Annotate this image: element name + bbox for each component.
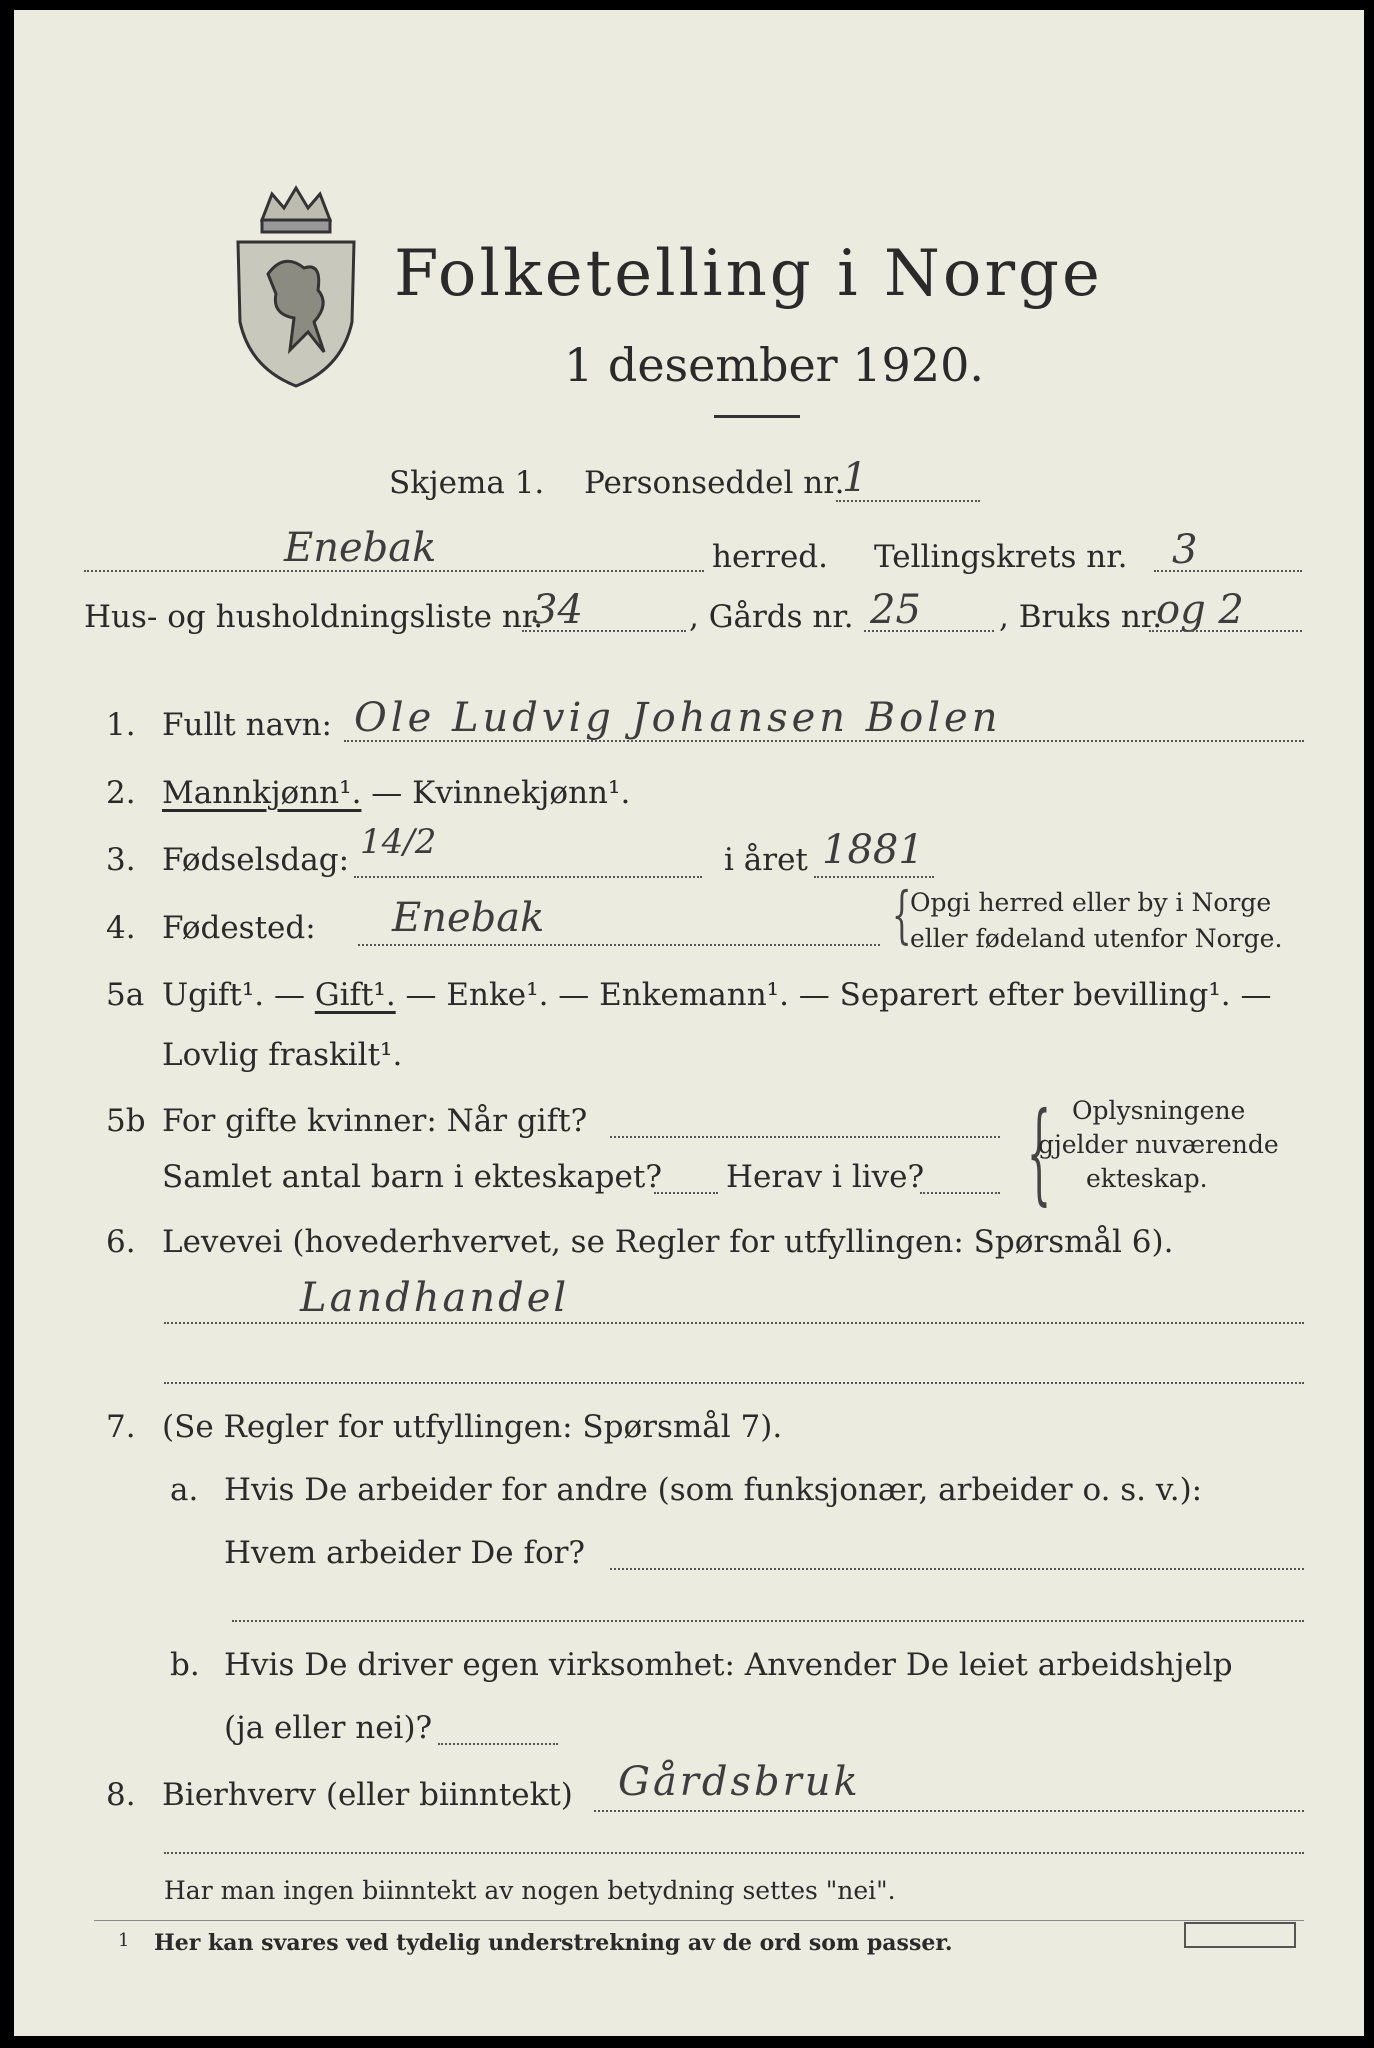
side-income-value[interactable]: Gårdsbruk [618, 1759, 861, 1805]
full-name-line [344, 740, 1304, 742]
marital-options [162, 977, 1272, 1013]
q5a-number: 5a [106, 977, 145, 1013]
divorced-option[interactable]: Lovlig fraskilt¹. [162, 1037, 403, 1073]
footnote-text: Her kan svares ved tydelig understrekning av de ord som passer. [154, 1930, 953, 1956]
q7a-label: Hvis De arbeider for andre (som funksjonær, arbeider o. s. v.): [224, 1472, 1203, 1508]
q7b-question: (ja eller nei)? [224, 1710, 433, 1746]
gards-value[interactable]: 25 [870, 587, 921, 633]
coat-of-arms-icon [232, 182, 360, 392]
female-option[interactable]: Kvinnekjønn¹. [412, 775, 631, 811]
q1-label: Fullt navn: [162, 707, 332, 743]
census-date: 1 desember 1920. [564, 338, 984, 392]
personseddel-label: Personseddel nr. [584, 465, 845, 501]
unmarried-option[interactable]: Ugift¹. — [162, 977, 315, 1013]
q7b-label: Hvis De driver egen virksomhet: Anvender De leiet arbeidshjelp [224, 1647, 1233, 1683]
herred-value[interactable]: Enebak [284, 525, 437, 571]
q8-number: 8. [106, 1777, 136, 1813]
note-brace: { [891, 878, 912, 951]
employer-line-2 [232, 1620, 1304, 1622]
q4-label: Fødested: [162, 910, 316, 946]
q5b-alive-label: Herav i live? [726, 1159, 925, 1195]
other-marital-options[interactable]: — Enke¹. — Enkemann¹. — Separert efter bevilling¹. — [395, 977, 1272, 1013]
marriage-date-line [610, 1136, 1000, 1138]
bruks-value[interactable]: og 2 [1156, 587, 1244, 633]
gender-separator: — [361, 775, 413, 811]
birth-year-value[interactable]: 1881 [822, 827, 924, 873]
children-line [654, 1192, 718, 1194]
bruks-label: , Bruks nr. [999, 599, 1163, 635]
herred-label: herred. [712, 539, 828, 575]
married-option[interactable]: Gift¹. [314, 977, 396, 1013]
gards-label: , Gårds nr. [689, 599, 854, 635]
printer-mark [1184, 1922, 1296, 1948]
q5b-number: 5b [106, 1103, 146, 1139]
form-title: Folketelling i Norge [394, 237, 1103, 311]
birth-day-value[interactable]: 14/2 [360, 822, 437, 862]
q7b-letter: b. [170, 1647, 200, 1683]
marriage-note-1: Oplysningene [1072, 1096, 1246, 1125]
full-name-value[interactable]: Ole Ludvig Johansen Bolen [354, 695, 1002, 741]
herred-line [84, 570, 704, 572]
hus-value[interactable]: 34 [532, 587, 583, 633]
gards-line [864, 630, 994, 632]
schema-label: Skjema 1. [389, 465, 545, 501]
occupation-line [164, 1322, 1304, 1324]
tellingskrets-label: Tellingskrets nr. [874, 539, 1128, 575]
side-income-line-2 [164, 1852, 1304, 1854]
q7a-letter: a. [170, 1472, 199, 1508]
q3-number: 3. [106, 842, 136, 878]
q5b-children-label: Samlet antal barn i ekteskapet? [162, 1159, 662, 1195]
personseddel-value[interactable]: 1 [842, 455, 868, 501]
gender-options [162, 775, 631, 811]
birth-day-line [354, 876, 702, 878]
birthplace-value[interactable]: Enebak [392, 895, 545, 941]
q3-label: Fødselsdag: [162, 842, 350, 878]
q6-number: 6. [106, 1224, 136, 1260]
q7a-employer-label: Hvem arbeider De for? [224, 1535, 586, 1571]
q3-year-label: i året [724, 842, 808, 878]
tellingskrets-line [1154, 570, 1302, 572]
side-income-note: Har man ingen biinntekt av nogen betydning settes "nei". [164, 1876, 896, 1905]
hus-line [522, 630, 686, 632]
marriage-note-3: ekteskap. [1086, 1164, 1208, 1193]
q1-number: 1. [106, 707, 136, 743]
employer-line [610, 1568, 1304, 1570]
q4-number: 4. [106, 910, 136, 946]
hus-label: Hus- og husholdningsliste nr. [84, 599, 544, 635]
personseddel-line [836, 500, 980, 502]
birth-year-line [814, 876, 934, 878]
q7-number: 7. [106, 1409, 136, 1445]
birthplace-note-1: Opgi herred eller by i Norge [910, 888, 1272, 917]
male-option[interactable]: Mannkjønn¹. [162, 775, 362, 811]
q6-label: Levevei (hovederhvervet, se Regler for utfyllingen: Spørsmål 6). [162, 1224, 1174, 1260]
bruks-line [1149, 630, 1302, 632]
occupation-line-2 [164, 1382, 1304, 1384]
marriage-note-brace: { [1026, 1088, 1052, 1216]
tellingskrets-value[interactable]: 3 [1172, 527, 1198, 573]
hired-help-line [438, 1743, 558, 1745]
alive-line [920, 1192, 1000, 1194]
side-income-line [594, 1810, 1304, 1812]
footnote-number: 1 [118, 1930, 130, 1951]
title-divider [714, 415, 800, 418]
q8-label: Bierhverv (eller biinntekt) [162, 1777, 573, 1813]
census-form [14, 10, 1364, 2036]
birthplace-note-2: eller fødeland utenfor Norge. [910, 924, 1283, 953]
birthplace-line [358, 944, 880, 946]
marriage-note-2: gjelder nuværende [1038, 1130, 1279, 1159]
q2-number: 2. [106, 775, 136, 811]
occupation-value[interactable]: Landhandel [300, 1275, 570, 1321]
q7-label: (Se Regler for utfyllingen: Spørsmål 7). [162, 1409, 783, 1445]
footnote-divider [94, 1920, 1304, 1921]
q5b-label: For gifte kvinner: Når gift? [162, 1103, 588, 1139]
